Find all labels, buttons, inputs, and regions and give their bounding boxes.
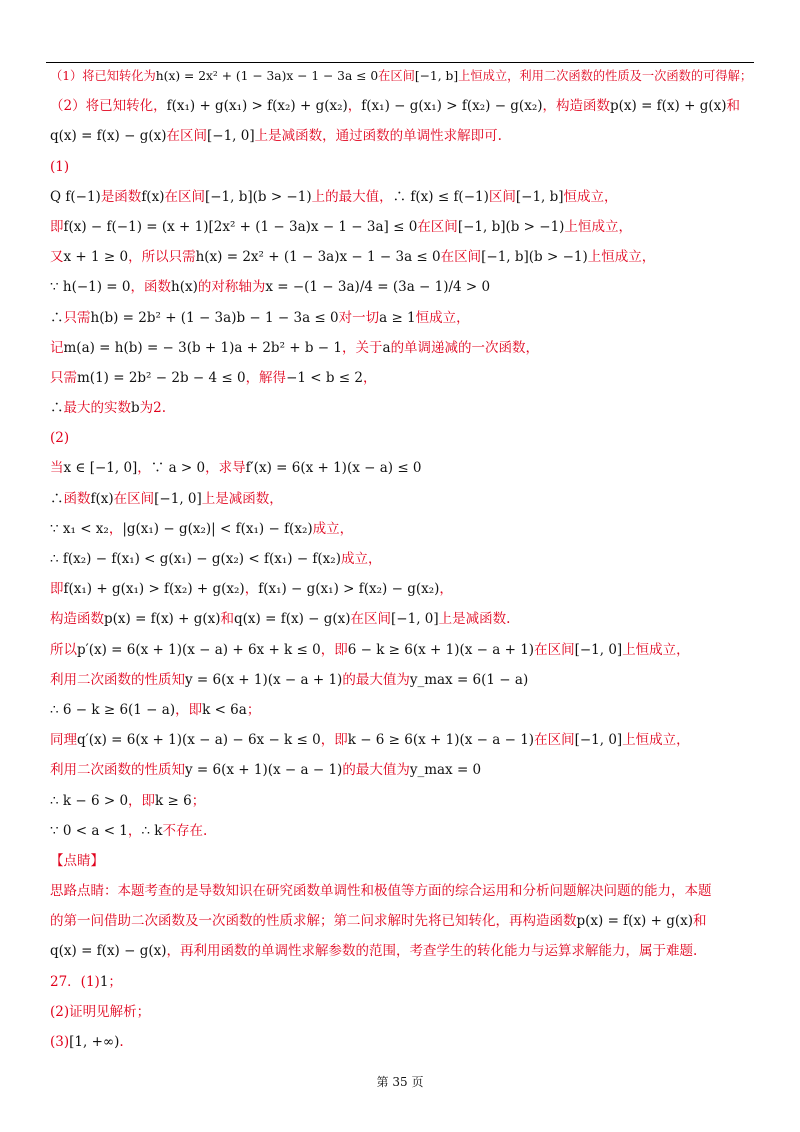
text-line [50, 96, 755, 116]
math-expression: ∴ f(x) ≤ f(−1) [392, 188, 489, 205]
math-expression: q′(x) = 6(x + 1)(x − a) − 6x − k ≤ 0 [77, 732, 321, 749]
math-expression: f′(x) = 6(x + 1)(x − a) ≤ 0 [245, 460, 422, 477]
text-line [50, 911, 755, 931]
text-run: 同理 [50, 732, 77, 749]
math-expression: ∴ k [141, 822, 163, 839]
text-line [50, 700, 755, 720]
math-expression: f(−1) [61, 188, 101, 205]
text-line [50, 730, 755, 750]
text-run: 最大的实数 [63, 400, 131, 417]
math-expression: [−1, 0] [574, 732, 623, 749]
text-run: ， [127, 822, 142, 839]
text-run: 在区间 [417, 218, 458, 235]
text-run: 记 [50, 339, 64, 356]
text-run: 上恒成立， [564, 218, 632, 235]
text-run: 思路点睛：本题考查的是导数知识在研究函数单调性和极值等方面的综合运用和分析问题解决问题的能力，本题 [50, 883, 712, 900]
text-run: ，所以只需 [128, 249, 196, 266]
text-line [50, 972, 755, 992]
text-run: 的单调递减的一次函数， [390, 339, 540, 356]
text-run: 对一切 [338, 309, 380, 326]
text-line [50, 670, 755, 690]
math-expression: [−1, 0] [574, 641, 623, 658]
math-expression: p(x) = f(x) + g(x) [576, 913, 694, 930]
text-run: 成立， [340, 551, 382, 567]
math-expression: f(x₁) + g(x₁) > f(x₂) + g(x₂) [63, 581, 245, 598]
text-run: (2) [50, 430, 70, 447]
text-run: 又 [50, 249, 64, 266]
text-line [50, 549, 755, 569]
math-expression: 6 − k ≥ 6(x + 1)(x − a + 1) [347, 641, 535, 658]
math-expression: p(x) = f(x) + g(x) [104, 611, 221, 628]
text-line [50, 579, 755, 599]
math-expression: y = 6(x + 1)(x − a + 1) [185, 671, 343, 688]
text-run: ； [191, 792, 206, 809]
math-expression: b [131, 400, 140, 417]
math-expression: y = 6(x + 1)(x − a − 1) [185, 762, 343, 779]
math-expression: ∵ h(−1) = 0 [50, 279, 131, 296]
text-run: 上恒成立， [622, 641, 690, 658]
text-run: 的对称轴为 [197, 279, 266, 296]
math-expression: Q [50, 188, 62, 205]
text-run: 函数 [63, 490, 91, 507]
text-line [50, 489, 755, 509]
math-expression: ∴ f(x₂) − f(x₁) < g(x₁) − g(x₂) < f(x₁) − f(x₂) [50, 551, 341, 567]
text-run: 和 [220, 611, 235, 628]
text-run: 当 [50, 460, 64, 477]
text-run: ， [137, 460, 151, 477]
text-run: 在区间 [164, 188, 205, 205]
text-run: ，即 [128, 792, 156, 809]
header-rule [46, 62, 754, 63]
text-run: ； [108, 973, 122, 990]
text-run: 和 [726, 98, 741, 115]
math-expression: ∴ 6 − k ≥ 6(1 − a) [50, 701, 176, 718]
text-run: 区间 [488, 188, 516, 205]
math-expression: p′(x) = 6(x + 1)(x − a) + 6x + k ≤ 0 [77, 641, 321, 658]
text-run: ； [246, 701, 261, 718]
math-expression: |g(x₁) − g(x₂)| < f(x₁) − f(x₂) [122, 520, 313, 537]
math-expression: 1 [99, 973, 109, 990]
text-line [50, 821, 755, 841]
text-run: ，求导 [205, 460, 246, 477]
text-run: 在区间 [378, 69, 415, 83]
math-expression: m(a) = h(b) = − 3(b + 1)a + 2b² + b − 1 [63, 339, 342, 356]
text-run: 构造函数 [50, 611, 104, 628]
text-run: 不存在. [162, 822, 208, 839]
math-expression: ∴ [50, 400, 64, 417]
text-run: 的最大值为 [342, 762, 410, 779]
text-run: 上恒成立， [622, 732, 690, 749]
text-line [50, 187, 755, 207]
math-expression: x + 1 ≥ 0 [63, 249, 129, 266]
text-run: 上恒成立，利用二次函数的性质及一次函数的可得解； [458, 69, 753, 83]
text-run: 为2. [139, 400, 167, 417]
text-line [50, 941, 755, 961]
math-expression: [−1, b](b > −1) [204, 188, 312, 205]
math-expression: x ∈ [−1, 0] [63, 460, 138, 477]
text-run: 在区间 [350, 611, 392, 628]
text-run: 在区间 [534, 732, 575, 749]
text-run: 和 [693, 913, 707, 930]
math-expression: x = −(1 − 3a)/4 = (3a − 1)/4 > 0 [265, 279, 491, 296]
text-run: ，即 [320, 732, 348, 749]
text-run: 27．(1) [50, 973, 100, 990]
text-run: (3) [50, 1034, 70, 1050]
text-run: ，再利用函数的单调性求解参数的范围，考查学生的转化能力与运算求解能力，属于难题. [166, 943, 698, 960]
math-expression: [1, +∞) [69, 1034, 120, 1050]
solution-body [50, 66, 755, 1062]
math-expression: f(x₁) − g(x₁) > f(x₂) − g(x₂) [258, 581, 440, 598]
text-run: ，关于 [342, 339, 383, 356]
math-expression: h(b) = 2b² + (1 − 3a)b − 1 − 3a ≤ 0 [90, 309, 339, 326]
text-run: ， [108, 520, 123, 537]
text-run: 只需 [63, 309, 91, 326]
text-run: 所以 [50, 641, 77, 658]
math-expression: [−1, 0] [391, 611, 439, 628]
text-line [50, 1002, 755, 1022]
text-run: ，构造函数 [542, 98, 610, 115]
text-run: 的最大值为 [342, 671, 410, 688]
math-expression: h(x) [171, 279, 198, 296]
math-expression: [−1, b] [515, 188, 564, 205]
math-expression: m(1) = 2b² − 2b − 4 ≤ 0 [77, 369, 246, 386]
page-number: 第 35 页 [376, 1075, 424, 1089]
text-run: ，即 [175, 701, 203, 718]
text-line [50, 277, 755, 297]
text-line [50, 791, 755, 811]
math-expression: −1 < b ≤ 2 [286, 369, 363, 386]
text-run: 上是减函数， [201, 490, 283, 507]
text-line [50, 157, 755, 177]
math-expression: [−1, b] [414, 69, 459, 83]
math-expression: h(x) = 2x² + (1 − 3a)x − 1 − 3a ≤ 0 [195, 249, 441, 266]
text-line [50, 881, 755, 901]
text-line [50, 519, 755, 539]
math-expression: p(x) = f(x) + g(x) [610, 98, 727, 115]
text-run: 上是减函数，通过函数的单调性求解即可. [254, 128, 502, 145]
text-run: 在区间 [113, 490, 155, 507]
text-run: 恒成立， [563, 188, 618, 205]
text-run: ，解得 [245, 369, 287, 386]
text-run: ，函数 [130, 279, 171, 296]
text-run: . [119, 1034, 124, 1050]
math-expression: f(x) − f(−1) = (x + 1)[2x² + (1 − 3a)x − 1 − 3a] ≤ 0 [63, 218, 418, 235]
text-run: 恒成立， [415, 309, 470, 326]
math-expression: f(x) [141, 188, 165, 205]
math-expression: ∵ x₁ < x₂ [50, 520, 109, 537]
text-run: 成立， [312, 520, 354, 537]
text-run: 在区间 [534, 641, 575, 658]
math-expression: k ≥ 6 [155, 792, 192, 809]
text-run: 即 [50, 581, 64, 598]
text-line [50, 609, 755, 629]
text-line [50, 428, 755, 448]
math-expression: q(x) = f(x) − g(x) [50, 128, 167, 145]
math-expression: ∵ a > 0 [150, 460, 206, 477]
text-run: ，即 [320, 641, 348, 658]
math-expression: f(x) [90, 490, 114, 507]
math-expression: ∴ [50, 309, 64, 326]
math-expression: a [382, 339, 391, 356]
math-expression: f(x₁) − g(x₁) > f(x₂) − g(x₂) [361, 98, 543, 115]
math-expression: f(x₁) + g(x₁) > f(x₂) + g(x₂) [166, 98, 348, 115]
text-run: 上是减函数. [438, 611, 511, 628]
text-run: 【点睛】 [50, 852, 104, 869]
math-expression: y_max = 0 [409, 762, 482, 779]
text-run: 上的最大值， [311, 188, 393, 205]
text-run: 在区间 [440, 249, 482, 266]
math-expression: [−1, b](b > −1) [481, 249, 588, 266]
text-run: （2）将已知转化， [50, 98, 167, 115]
math-expression: k − 6 ≥ 6(x + 1)(x − a − 1) [347, 732, 535, 749]
text-run: 上恒成立， [587, 249, 656, 266]
text-run: 的第一问借助二次函数及一次函数的性质求解；第二问求解时先将已知转化，再构造函数 [50, 913, 577, 930]
text-run: （1）将已知转化为 [50, 69, 156, 83]
math-expression: [−1, 0] [154, 490, 202, 507]
math-expression: ∴ k − 6 > 0 [50, 792, 129, 809]
text-run: ， [347, 98, 362, 115]
text-run: 只需 [50, 369, 77, 386]
math-expression: [−1, 0] [207, 128, 255, 145]
math-expression: k < 6a [202, 701, 247, 718]
text-run: ， [439, 581, 453, 598]
math-expression: a ≥ 1 [379, 309, 416, 326]
text-run: 即 [50, 218, 64, 235]
text-line [50, 458, 755, 478]
text-line [50, 308, 755, 328]
text-line [50, 247, 755, 267]
text-run: (2)证明见解析； [50, 1003, 151, 1020]
text-run: (1) [50, 158, 70, 175]
text-line [50, 760, 755, 780]
math-expression: q(x) = f(x) − g(x) [50, 943, 167, 960]
text-run: ， [362, 369, 377, 386]
text-run: 在区间 [166, 128, 208, 145]
math-expression: h(x) = 2x² + (1 − 3a)x − 1 − 3a ≤ 0 [155, 69, 379, 83]
text-line [50, 851, 755, 871]
math-expression: ∴ [50, 490, 64, 507]
text-run: 利用二次函数的性质知 [50, 762, 185, 779]
math-expression: y_max = 6(1 − a) [409, 671, 529, 688]
text-line [50, 217, 755, 237]
text-run: ， [244, 581, 259, 598]
math-expression: [−1, b](b > −1) [457, 218, 565, 235]
text-line [50, 368, 755, 388]
text-line [50, 1032, 755, 1052]
math-expression: ∵ 0 < a < 1 [50, 822, 128, 839]
math-expression: q(x) = f(x) − g(x) [234, 611, 351, 628]
text-run: 是函数 [100, 188, 142, 205]
text-line [50, 338, 755, 358]
text-run: 利用二次函数的性质知 [50, 671, 185, 688]
text-line [50, 66, 755, 86]
text-line [50, 640, 755, 660]
text-line [50, 398, 755, 418]
text-line [50, 126, 755, 146]
